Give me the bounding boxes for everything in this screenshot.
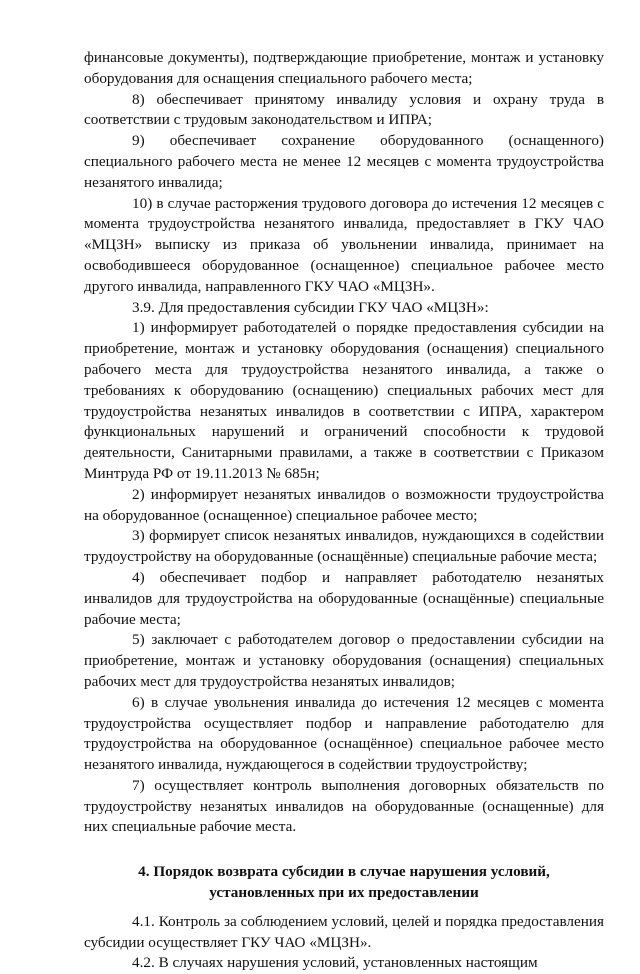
paragraphs-after <box>84 912 604 974</box>
paragraph: 4) обеспечивает подбор и направляет работодателю незанятых инвалидов для трудоустройства на оборудованные (оснащённые) специальные рабочие места; <box>84 568 604 628</box>
paragraph: 3.9. Для предоставления субсидии ГКУ ЧАО «МЦЗН»: <box>132 298 489 316</box>
paragraph: 4.1. Контроль за соблюдением условий, целей и порядка предоставления субсидии осуществляет ГКУ ЧАО «МЦЗН». <box>84 912 604 951</box>
section-heading-line: установленных при их предоставлении <box>209 884 479 902</box>
document-page <box>84 48 604 974</box>
paragraph: 5) заключает с работодателем договор о предоставлении субсидии на приобретение, монтаж и установку оборудования (оснащения) специальных рабочих мест для трудоустройства незанятых инвалидов; <box>84 631 604 690</box>
paragraph: 2) информирует незанятых инвалидов о возможности трудоустройства на оборудованное (оснащенное) специальное рабочее место; <box>84 485 604 524</box>
paragraph: 10) в случае расторжения трудового договора до истечения 12 месяцев с момента трудоустройства незанятого инвалида, предоставляет в ГКУ ЧАО «МЦЗН» выписку из приказа об увольнении инвалида, принимает на освободившееся оборудованное (оснащенное) специальное рабочее место другого инвалида, направленного ГКУ ЧАО «МЦЗН». <box>84 194 604 295</box>
paragraph: 8) обеспечивает принятому инвалиду условия и охрану труда в соответствии с трудовым законодательством и ИПРА; <box>84 90 604 129</box>
paragraph: 7) осуществляет контроль выполнения договорных обязательств по трудоустройству незанятых инвалидов на оборудованные (оснащенные) для них специальные рабочие места. <box>84 776 604 836</box>
paragraph: 3) формирует список незанятых инвалидов, нуждающихся в содействии трудоустройству на оборудованные (оснащённые) специальные рабочие места; <box>84 527 604 566</box>
paragraph: 9) обеспечивает сохранение оборудованного (оснащенного) специального рабочего места не менее 12 месяцев с момента трудоустройства незанятого инвалида; <box>84 132 604 191</box>
paragraphs-before <box>84 48 604 838</box>
paragraph: 1) информирует работодателей о порядке предоставления субсидии на приобретение, монтаж и установку оборудования (оснащения) специального рабочего места для трудоустройства незанятого инвалида, а также о требованиях к оборудованию (оснащению) специальных рабочих мест для трудоустройства незанятых инвалидов в соответствии с ИПРА, характером функциональных нарушений и ограничений способности к трудовой деятельности, Санитарными правилами, а также в соответствии с Приказом Минтруда РФ от 19.11.2013 № 685н; <box>84 319 604 482</box>
section-heading <box>84 862 604 904</box>
section-heading-line: 4. Порядок возврата субсидии в случае нарушения условий, <box>138 863 550 881</box>
paragraph: финансовые документы), подтверждающие приобретение, монтаж и установку оборудования для оснащения специального рабочего места; <box>84 49 604 87</box>
paragraph: 6) в случае увольнения инвалида до истечения 12 месяцев с момента трудоустройства осуществляет подбор и направление работодателю для трудоустройства на оборудованное (оснащённое) специальное рабочее место незанятого инвалида, нуждающегося в содействии трудоустройству; <box>84 693 604 774</box>
paragraph: 4.2. В случаях нарушения условий, установленных настоящим <box>132 954 538 972</box>
